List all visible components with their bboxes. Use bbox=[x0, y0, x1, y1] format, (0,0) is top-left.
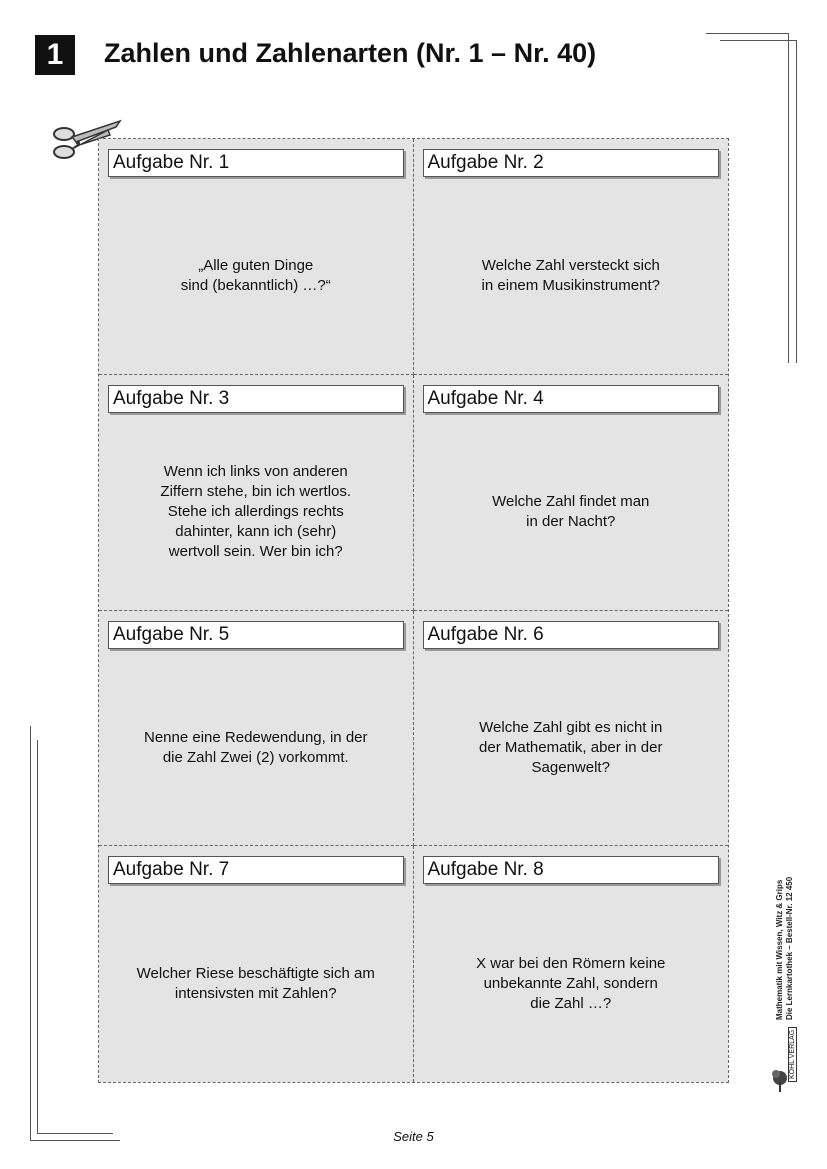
frame-line-left-vertical-inner bbox=[37, 740, 38, 1133]
card-label: Aufgabe Nr. 4 bbox=[423, 385, 720, 413]
card-label: Aufgabe Nr. 7 bbox=[108, 856, 404, 884]
publisher-info bbox=[775, 820, 805, 1020]
card-grid bbox=[98, 138, 729, 1083]
card-question: Welcher Riese beschäftigte sich am intensivsten mit Zahlen? bbox=[136, 965, 375, 1003]
card-question: Wenn ich links von anderen Ziffern stehe, bin ich wertlos. Stehe ich allerdings rechts dahinter, kann ich (sehr) wertvoll sein. Wer bin ich? bbox=[160, 463, 352, 561]
frame-line-left-vertical bbox=[30, 726, 31, 1140]
card-6 bbox=[414, 611, 729, 847]
publisher-logo bbox=[770, 1022, 804, 1094]
card-7 bbox=[99, 846, 414, 1082]
publisher-title: Mathematik mit Wissen, Witz & Grips bbox=[775, 879, 784, 1020]
card-5 bbox=[99, 611, 414, 847]
card-question: X war bei den Römern keine unbekannte Zahl, sondern die Zahl …? bbox=[476, 955, 666, 1013]
card-4 bbox=[414, 375, 729, 611]
card-label: Aufgabe Nr. 3 bbox=[108, 385, 404, 413]
frame-line-right-vertical bbox=[788, 33, 789, 363]
tree-logo-icon bbox=[770, 1022, 790, 1094]
frame-line-top-right bbox=[706, 33, 788, 34]
card-label: Aufgabe Nr. 5 bbox=[108, 621, 404, 649]
chapter-number: 1 bbox=[35, 35, 75, 75]
card-label: Aufgabe Nr. 2 bbox=[423, 149, 720, 177]
frame-line-top-right-inner bbox=[720, 40, 796, 41]
page-title: Zahlen und Zahlenarten (Nr. 1 – Nr. 40) bbox=[104, 38, 597, 68]
card-8 bbox=[414, 846, 729, 1082]
card-question: Welche Zahl findet man in der Nacht? bbox=[492, 493, 650, 531]
publisher-order-number: Die Lernkartothek – Bestell-Nr. 12 450 bbox=[785, 876, 794, 1020]
card-3 bbox=[99, 375, 414, 611]
card-question: Nenne eine Redewendung, in der die Zahl Zwei (2) vorkommt. bbox=[144, 728, 368, 766]
card-label: Aufgabe Nr. 1 bbox=[108, 149, 404, 177]
frame-line-right-vertical-inner bbox=[796, 40, 797, 363]
card-question: Welche Zahl gibt es nicht in der Mathematik, aber in der Sagenwelt? bbox=[479, 718, 663, 776]
card-label: Aufgabe Nr. 8 bbox=[423, 856, 720, 884]
card-label: Aufgabe Nr. 6 bbox=[423, 621, 720, 649]
card-2 bbox=[414, 139, 729, 375]
card-question: Welche Zahl versteckt sich in einem Musikinstrument? bbox=[481, 257, 660, 295]
card-question: „Alle guten Dinge sind (bekanntlich) …?“ bbox=[180, 257, 331, 295]
page-number: Seite 5 bbox=[393, 1129, 434, 1144]
card-1 bbox=[99, 139, 414, 375]
logo-text: KOHL VERLAG bbox=[788, 1027, 797, 1082]
